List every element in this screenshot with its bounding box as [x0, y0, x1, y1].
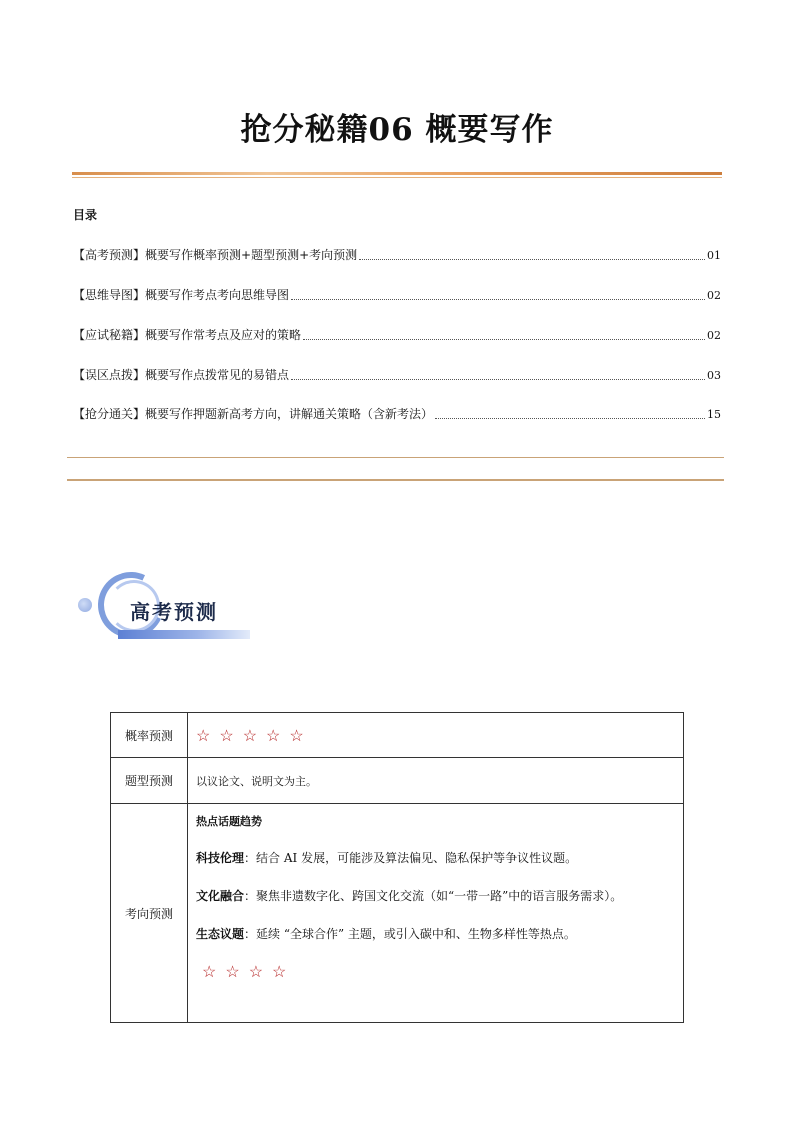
- toc-leader-dots: [359, 258, 705, 260]
- toc-item-tag: 【应试秘籍】: [73, 328, 146, 342]
- trend-heading: 热点话题趋势: [196, 815, 262, 828]
- star-icon: ☆: [242, 725, 258, 745]
- toc-item-text: 概要写作押题新高考方向，讲解通关策略（含新考法）: [145, 407, 434, 421]
- table-row: [111, 804, 684, 1023]
- star-icon: ☆: [266, 725, 281, 745]
- toc-item-page: 15: [707, 408, 721, 421]
- trend-text: 延续 “全球合作” 主题，或引入碳中和、生物多样性等热点。: [256, 927, 576, 941]
- title-divider: [72, 172, 722, 175]
- toc-leader-dots: [303, 338, 705, 340]
- trend-detail: [188, 804, 684, 1023]
- toc-item-page: 02: [707, 329, 721, 342]
- section-header-badge: [78, 570, 253, 645]
- trend-text: 聚焦非遗数字化、跨国文化交流（如“一带一路”中的语言服务需求）。: [256, 889, 623, 903]
- trend-stars: [196, 964, 683, 981]
- toc-item-text: 概要写作概率预测+题型预测+考向预测: [145, 248, 358, 262]
- star-icon: ☆: [202, 962, 217, 981]
- toc-leader-dots: [291, 298, 705, 300]
- toc-item-tag: 【误区点拨】: [73, 368, 146, 382]
- trend-sep: ：: [244, 851, 257, 865]
- trend-key: 文化融合: [196, 889, 245, 903]
- toc-item[interactable]: [73, 246, 721, 264]
- toc-item-text: 概要写作点拨常见的易错点: [145, 368, 290, 382]
- toc-divider-top: [67, 457, 724, 458]
- toc-item-tag: 【高考预测】: [73, 248, 146, 262]
- trend-key: 科技伦理: [196, 851, 245, 865]
- trend-point: [196, 850, 683, 866]
- section-title: 高考预测: [130, 600, 218, 624]
- badge-dot-icon: [78, 598, 92, 612]
- trend-key: 生态议题: [196, 927, 245, 941]
- table-row: [111, 713, 684, 758]
- toc-item-tag: 【抢分通关】: [73, 407, 146, 421]
- row-label: 概率预测: [111, 713, 188, 758]
- toc-item-tag: 【思维导图】: [73, 288, 146, 302]
- toc-item[interactable]: [73, 366, 721, 384]
- toc-item-page: 03: [707, 369, 721, 382]
- toc-item-page: 02: [707, 289, 721, 302]
- toc-leader-dots: [291, 378, 705, 380]
- toc-item[interactable]: [73, 405, 721, 423]
- row-value: 以议论文、说明文为主。: [188, 758, 684, 804]
- probability-stars: [188, 713, 684, 758]
- toc-item-text: 概要写作考点考向思维导图: [145, 288, 290, 302]
- toc-leader-dots: [435, 417, 705, 419]
- star-icon: ☆: [289, 725, 304, 745]
- row-label: 题型预测: [111, 758, 188, 804]
- toc-item[interactable]: [73, 286, 721, 304]
- row-label: 考向预测: [111, 804, 188, 1023]
- trend-point: [196, 888, 683, 904]
- table-row: [111, 758, 684, 804]
- toc-item[interactable]: [73, 326, 721, 344]
- toc-item-text: 概要写作常考点及应对的策略: [145, 328, 302, 342]
- toc-item-page: 01: [707, 249, 721, 262]
- toc-divider-bottom: [67, 479, 724, 481]
- trend-sep: ：: [244, 927, 257, 941]
- prediction-table: [110, 712, 684, 1023]
- star-icon: ☆: [272, 962, 287, 981]
- trend-text: 结合 AI 发展，可能涉及算法偏见、隐私保护等争议性议题。: [256, 851, 578, 865]
- trend-point: [196, 926, 683, 942]
- title-divider-thin: [72, 177, 722, 178]
- star-icon: ☆: [196, 725, 211, 745]
- badge-underline: [118, 630, 250, 639]
- star-icon: ☆: [219, 725, 234, 745]
- toc-heading: 目录: [73, 208, 98, 222]
- star-icon: ☆: [248, 962, 264, 981]
- trend-sep: ：: [244, 889, 257, 903]
- document-title: 抢分秘籍06 概要写作: [240, 112, 554, 148]
- star-icon: ☆: [225, 962, 240, 981]
